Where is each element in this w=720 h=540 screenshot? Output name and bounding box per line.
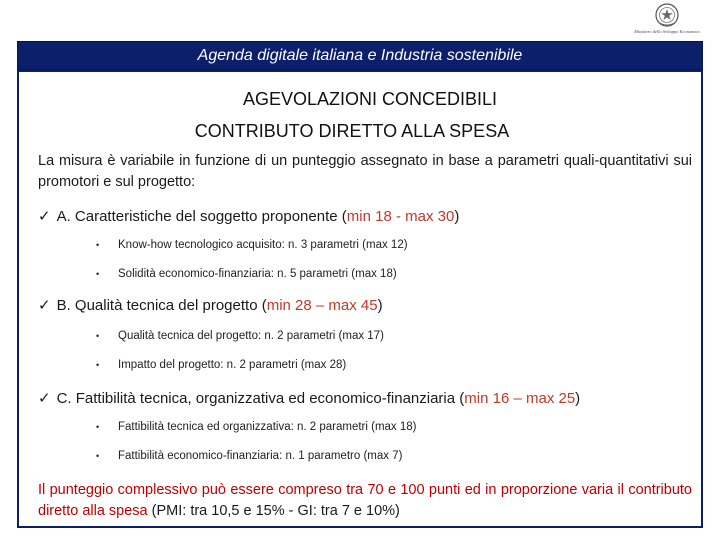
- section-b-label: B. Qualità tecnica del progetto: [56, 297, 258, 314]
- bullet-icon: •: [96, 269, 100, 279]
- list-item: • Impatto del progetto: n. 2 parametri (max 28): [96, 359, 347, 371]
- bullet-icon: •: [96, 240, 100, 250]
- list-item: • Fattibilità economico-finanziaria: n. 1 parametro (max 7): [96, 450, 403, 462]
- bullet-icon: •: [96, 331, 100, 341]
- conclusion-highlight: Il punteggio complessivo può essere compreso tra 70 e 100 punti ed in proporzione varia il contributo diretto alla spesa: [38, 482, 692, 519]
- section-c-label: C. Fattibilità tecnica, organizzativa ed economico-finanziaria: [56, 390, 456, 407]
- intro-paragraph: La misura è variabile in funzione di un punteggio assegnato in base a parametri quali-quantitativi sui promotori e sul progetto:: [38, 153, 692, 190]
- ministry-emblem: [622, 2, 712, 38]
- italian-republic-emblem-icon: [654, 2, 680, 28]
- section-a-range: min 18 - max 30: [346, 208, 455, 225]
- bullet-icon: •: [96, 360, 100, 370]
- section-c-range: min 16 – max 25: [464, 390, 576, 407]
- conclusion-rates: (PMI: tra 10,5 e 15% - GI: tra 7 e 10%): [147, 503, 400, 519]
- section-c: ✓ C. Fattibilità tecnica, organizzativa ed economico-finanziaria (min 16 – max 25): [38, 390, 581, 407]
- bullet-icon: •: [96, 422, 100, 432]
- section-b-range: min 28 – max 45: [266, 297, 378, 314]
- section-b: ✓ B. Qualità tecnica del progetto (min 28 – max 45): [38, 297, 383, 314]
- page-title: AGEVOLAZIONI CONCEDIBILI: [242, 89, 498, 109]
- conclusion-paragraph: [38, 480, 692, 522]
- emblem-caption: Ministero dello Sviluppo Economico: [634, 29, 700, 34]
- list-item: • Know-how tecnologico acquisito: n. 3 parametri (max 12): [96, 239, 408, 251]
- section-a-label: A. Caratteristiche del soggetto proponente: [56, 208, 338, 225]
- list-item: • Solidità economico-finanziaria: n. 5 parametri (max 18): [96, 268, 397, 280]
- checkmark-icon: ✓: [38, 297, 51, 314]
- page-subtitle: CONTRIBUTO DIRETTO ALLA SPESA: [194, 121, 510, 141]
- checkmark-icon: ✓: [38, 390, 51, 407]
- section-a: ✓ A. Caratteristiche del soggetto proponente (min 18 - max 30): [38, 208, 460, 225]
- checkmark-icon: ✓: [38, 208, 51, 225]
- banner-title: Agenda digitale italiana e Industria sostenibile: [17, 41, 703, 70]
- list-item: • Fattibilità tecnica ed organizzativa: n. 2 parametri (max 18): [96, 421, 417, 433]
- bullet-icon: •: [96, 451, 100, 461]
- list-item: • Qualità tecnica del progetto: n. 2 parametri (max 17): [96, 330, 384, 342]
